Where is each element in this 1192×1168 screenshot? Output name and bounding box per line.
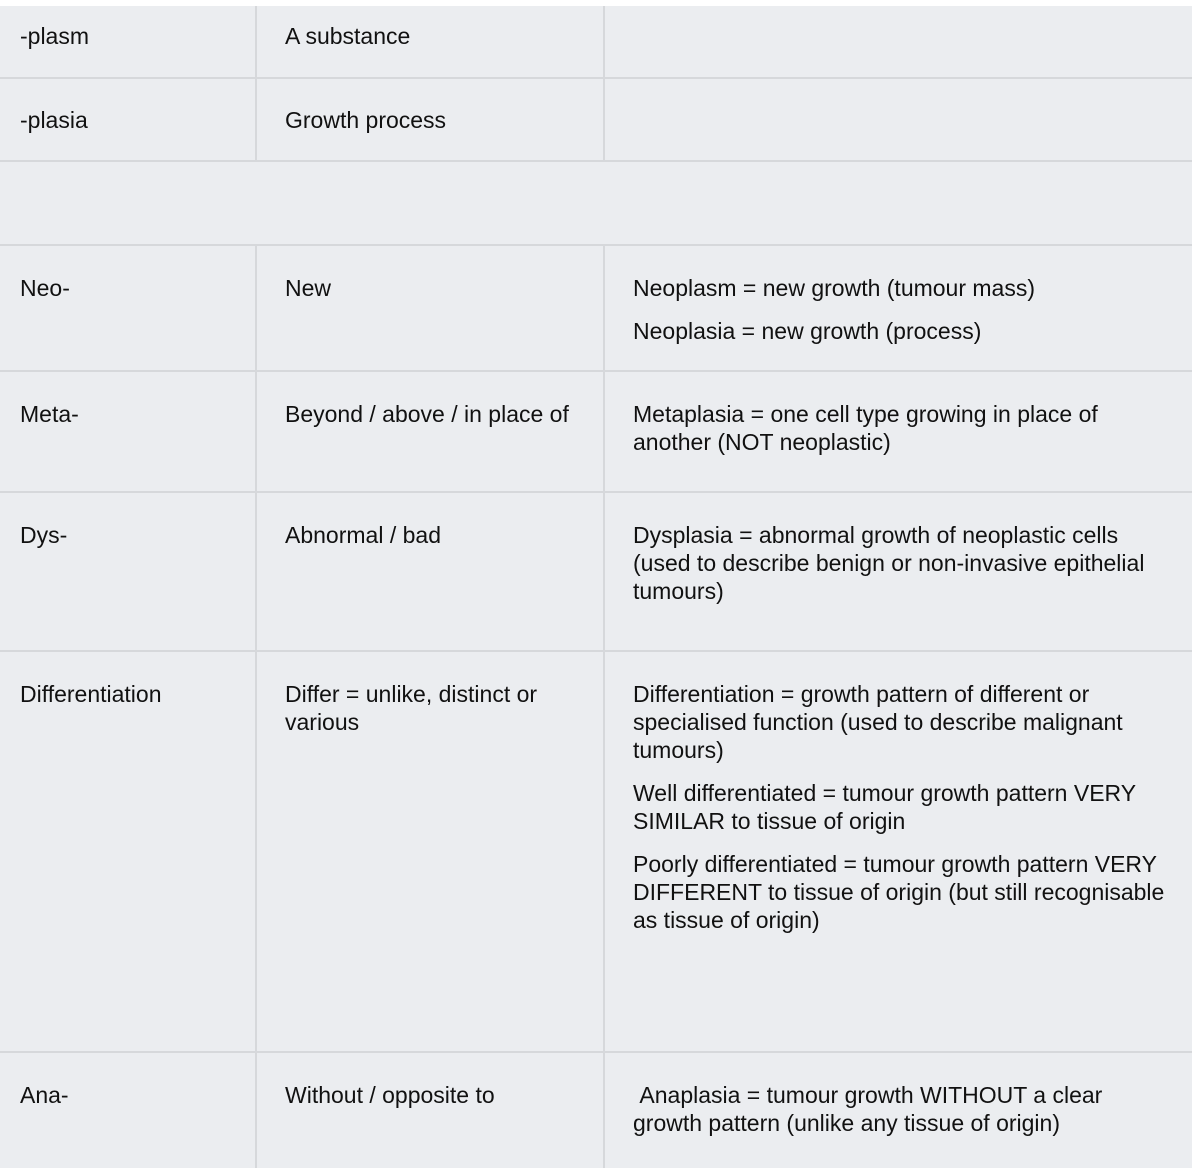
- meaning-text: Abnormal / bad: [285, 522, 441, 548]
- meaning-text: Growth process: [285, 107, 447, 133]
- example-cell: [604, 0, 1192, 78]
- spacer-cell: [604, 161, 1192, 245]
- spacer-cell: [0, 161, 256, 245]
- prefix-cell: [0, 371, 256, 492]
- prefix-text: -plasia: [20, 107, 88, 133]
- table-row: [0, 371, 1192, 492]
- example-cell: [604, 371, 1192, 492]
- example-cell: [604, 492, 1192, 651]
- meaning-cell: [256, 492, 604, 651]
- table-row: [0, 1052, 1192, 1168]
- meaning-text: New: [285, 275, 332, 301]
- example-text: Anaplasia = tumour growth WITHOUT a clear growth pattern (unlike any tissue of origin): [633, 1082, 1109, 1136]
- prefix-text: Dys-: [20, 522, 68, 548]
- table-row: [0, 245, 1192, 371]
- prefix-cell: [0, 492, 256, 651]
- prefix-cell: [0, 78, 256, 161]
- prefix-cell: [0, 245, 256, 371]
- example-text: Differentiation = growth pattern of different or specialised function (used to describe malignant tumours): [633, 681, 1123, 763]
- example-text: Neoplasm = new growth (tumour mass): [633, 275, 1036, 301]
- prefix-text: Ana-: [20, 1082, 69, 1108]
- prefix-cell: [0, 1052, 256, 1168]
- example-cell: [604, 651, 1192, 1052]
- table-row: [0, 492, 1192, 651]
- table-row: [0, 78, 1192, 161]
- meaning-text: Without / opposite to: [285, 1082, 495, 1108]
- example-cell: [604, 1052, 1192, 1168]
- spacer-cell: [256, 161, 604, 245]
- table-spacer-row: [0, 161, 1192, 245]
- meaning-cell: [256, 651, 604, 1052]
- prefix-text: Differentiation: [20, 681, 162, 707]
- example-text: Metaplasia = one cell type growing in place of another (NOT neoplastic): [633, 401, 1098, 455]
- prefix-cell: [0, 0, 256, 78]
- prefix-text: -plasm: [20, 23, 90, 49]
- top-edge: [0, 0, 1192, 6]
- meaning-cell: [256, 1052, 604, 1168]
- example-cell: [604, 78, 1192, 161]
- example-text: Dysplasia = abnormal growth of neoplastic cells (used to describe benign or non-invasive epithelial tumours): [633, 522, 1145, 604]
- example-text: Poorly differentiated = tumour growth pattern VERY DIFFERENT to tissue of origin (but still recognisable as tissue of origin): [633, 851, 1165, 933]
- meaning-text: Differ = unlike, distinct or various: [285, 681, 538, 735]
- meaning-cell: [256, 78, 604, 161]
- meaning-text: A substance: [285, 23, 411, 49]
- example-text: Neoplasia = new growth (process): [633, 318, 982, 344]
- table-row: [0, 651, 1192, 1052]
- meaning-cell: [256, 371, 604, 492]
- example-text: Well differentiated = tumour growth pattern VERY SIMILAR to tissue of origin: [633, 780, 1136, 834]
- prefix-text: Neo-: [20, 275, 70, 301]
- meaning-cell: [256, 0, 604, 78]
- example-cell: [604, 245, 1192, 371]
- table-row: [0, 0, 1192, 78]
- meaning-cell: [256, 245, 604, 371]
- prefix-text: Meta-: [20, 401, 79, 427]
- meaning-text: Beyond / above / in place of: [285, 401, 569, 427]
- prefix-cell: [0, 651, 256, 1052]
